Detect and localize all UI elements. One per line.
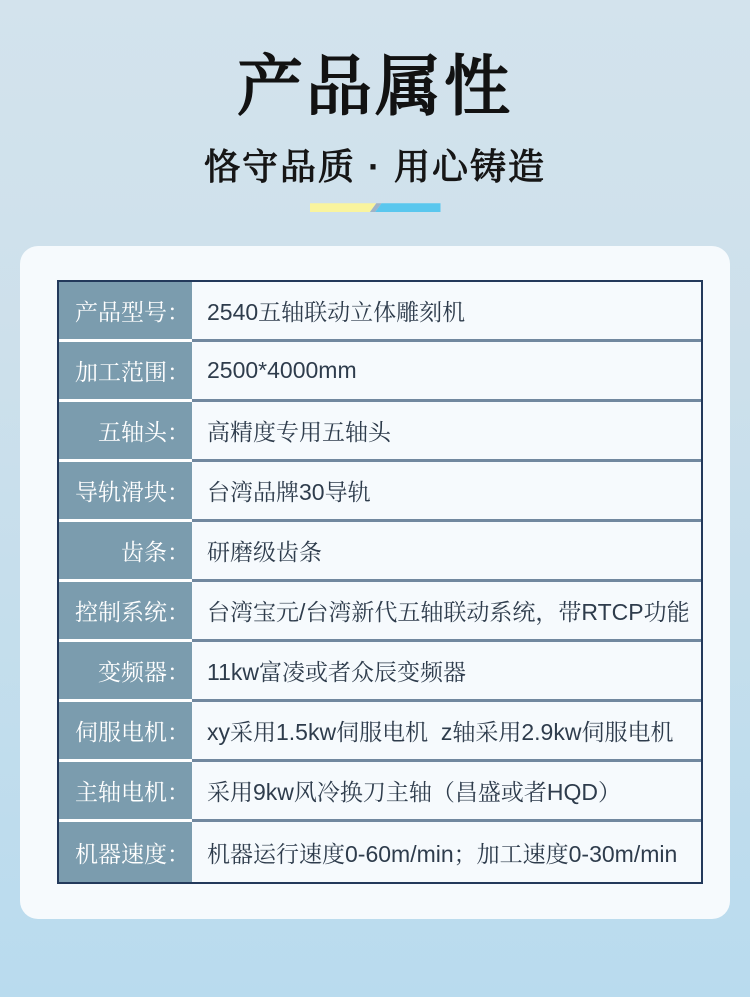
spec-label: 齿条： xyxy=(59,522,192,582)
spec-value: 2500*4000mm xyxy=(192,342,701,402)
table-row xyxy=(59,462,701,522)
spec-table xyxy=(57,280,703,884)
spec-value: xy采用1.5kw伺服电机 z轴采用2.9kw伺服电机 xyxy=(192,702,701,762)
spec-label: 主轴电机： xyxy=(59,762,192,822)
spec-label: 机器速度： xyxy=(59,822,192,882)
page-title: 产品属性 xyxy=(237,49,513,123)
accent-bar xyxy=(310,203,441,212)
spec-card xyxy=(20,246,730,919)
spec-value: 高精度专用五轴头 xyxy=(192,402,701,462)
table-row xyxy=(59,822,701,882)
table-row xyxy=(59,522,701,582)
table-row xyxy=(59,282,701,342)
table-row xyxy=(59,402,701,462)
spec-value: 台湾宝元/台湾新代五轴联动系统，带RTCP功能 xyxy=(192,582,701,642)
table-row xyxy=(59,762,701,822)
spec-label: 产品型号： xyxy=(59,282,192,342)
page-subtitle: 恪守品质 · 用心铸造 xyxy=(204,146,546,188)
spec-label: 五轴头： xyxy=(59,402,192,462)
spec-value: 台湾品牌30导轨 xyxy=(192,462,701,522)
spec-label: 控制系统： xyxy=(59,582,192,642)
spec-value: 机器运行速度0-60m/min；加工速度0-30m/min xyxy=(192,822,701,882)
table-row xyxy=(59,342,701,402)
spec-value: 采用9kw风冷换刀主轴（昌盛或者HQD） xyxy=(192,762,701,822)
spec-label: 导轨滑块： xyxy=(59,462,192,522)
table-row xyxy=(59,642,701,702)
spec-value: 研磨级齿条 xyxy=(192,522,701,582)
spec-value: 2540五轴联动立体雕刻机 xyxy=(192,282,701,342)
table-row xyxy=(59,582,701,642)
spec-label: 伺服电机： xyxy=(59,702,192,762)
spec-label: 变频器： xyxy=(59,642,192,702)
table-row xyxy=(59,702,701,762)
spec-value: 11kw富凌或者众辰变频器 xyxy=(192,642,701,702)
spec-label: 加工范围： xyxy=(59,342,192,402)
